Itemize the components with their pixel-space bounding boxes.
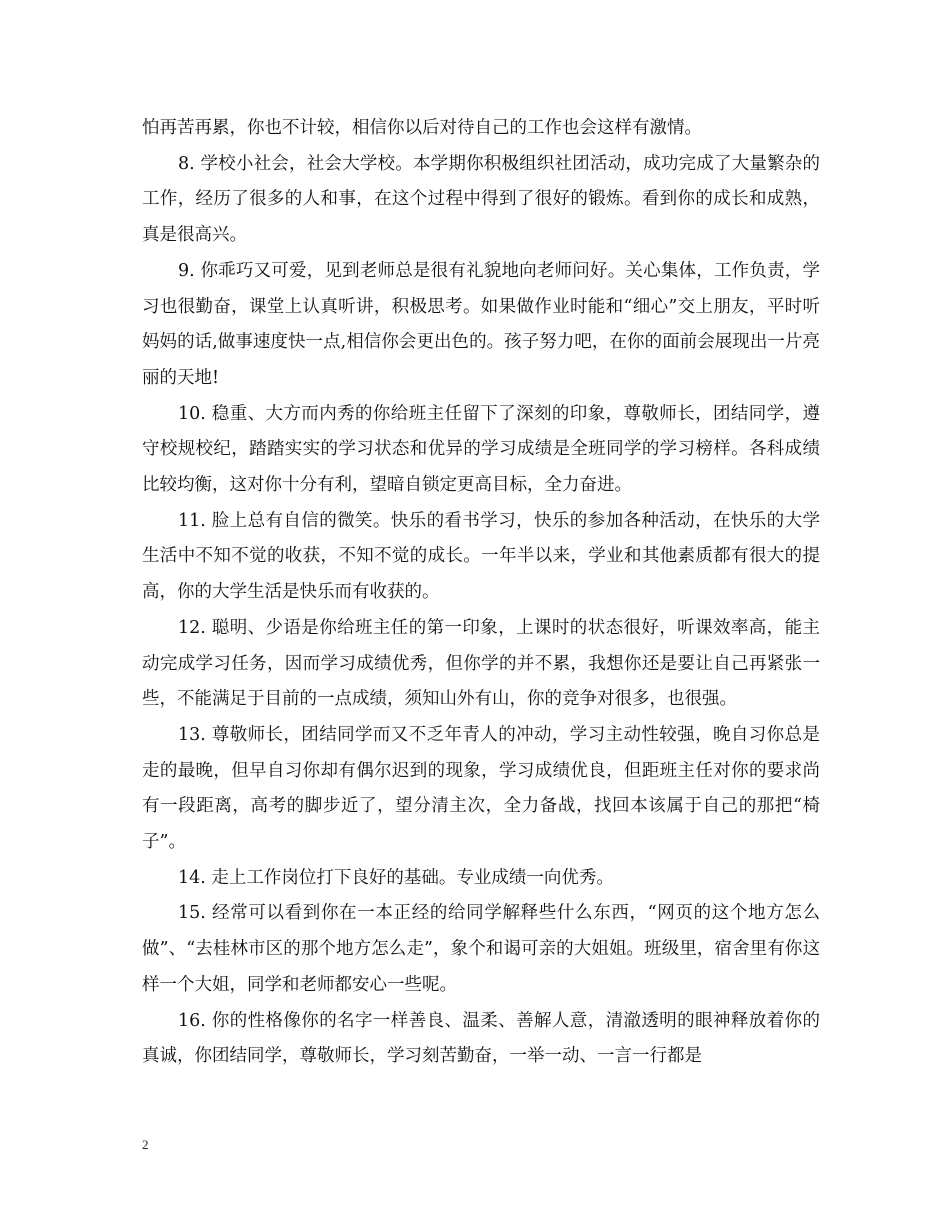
paragraph-item-10: 10. 稳重、大方而内秀的你给班主任留下了深刻的印象，尊敬师长，团结同学，遵守校规校纪，踏踏实实的学习状态和优异的学习成绩是全班同学的学习榜样。各科成绩比较均衡，这对你十分有利，望暗自锁定更高目标，全力奋进。: [142, 403, 820, 496]
paragraph-continuation: 怕再苦再累，你也不计较，相信你以后对待自己的工作也会这样有激情。: [142, 118, 702, 138]
document-body: [142, 111, 820, 1075]
paragraph-item-16: 16. 你的性格像你的名字一样善良、温柔、善解人意，清澈透明的眼神释放着你的真诚，你团结同学，尊敬师长，学习刻苦勤奋，一举一动、一言一行都是: [142, 1010, 820, 1067]
paragraph-item-8: 8. 学校小社会，社会大学校。本学期你积极组织社团活动，成功完成了大量繁杂的工作，经历了很多的人和事，在这个过程中得到了很好的锻炼。看到你的成长和成熟，真是很高兴。: [142, 153, 820, 246]
paragraph-item-12: 12. 聪明、少语是你给班主任的第一印象，上课时的状态很好，听课效率高，能主动完成学习任务，因而学习成绩优秀，但你学的并不累，我想你还是要让自己再紧张一些，不能满足于目前的一点成绩，须知山外有山，你的竞争对很多，也很强。: [142, 617, 820, 710]
paragraph-item-14: 14. 走上工作岗位打下良好的基础。专业成绩一向优秀。: [178, 867, 614, 888]
page-number: 2: [142, 1137, 149, 1152]
paragraph-item-9: 9. 你乖巧又可爱，见到老师总是很有礼貌地向老师问好。关心集体，工作负责，学习也很勤奋，课堂上认真听讲，积极思考。如果做作业时能和“细心”交上朋友，平时听妈妈的话,做事速度快一点,相信你会更出色的。孩子努力吧，在你的面前会展现出一片亮丽的天地!: [142, 260, 820, 388]
paragraph-item-15: 15. 经常可以看到你在一本正经的给同学解释些什么东西，“网页的这个地方怎么做”、“去桂林市区的那个地方怎么走”，象个和谒可亲的大姐姐。班级里，宿舍里有你这样一个大姐，同学和老师都安心一些呢。: [142, 903, 820, 995]
paragraph-item-13: 13. 尊敬师长，团结同学而又不乏年青人的冲动，学习主动性较强，晚自习你总是走的最晚，但早自习你却有偶尔迟到的现象，学习成绩优良，但距班主任对你的要求尚有一段距离，高考的脚步近了，望分清主次，全力备战，找回本该属于自己的那把“椅子”。: [142, 724, 820, 853]
paragraph-item-11: 11. 脸上总有自信的微笑。快乐的看书学习，快乐的参加各种活动，在快乐的大学生活中不知不觉的收获，不知不觉的成长。一年半以来，学业和其他素质都有很大的提高，你的大学生活是快乐而有收获的。: [142, 510, 820, 603]
